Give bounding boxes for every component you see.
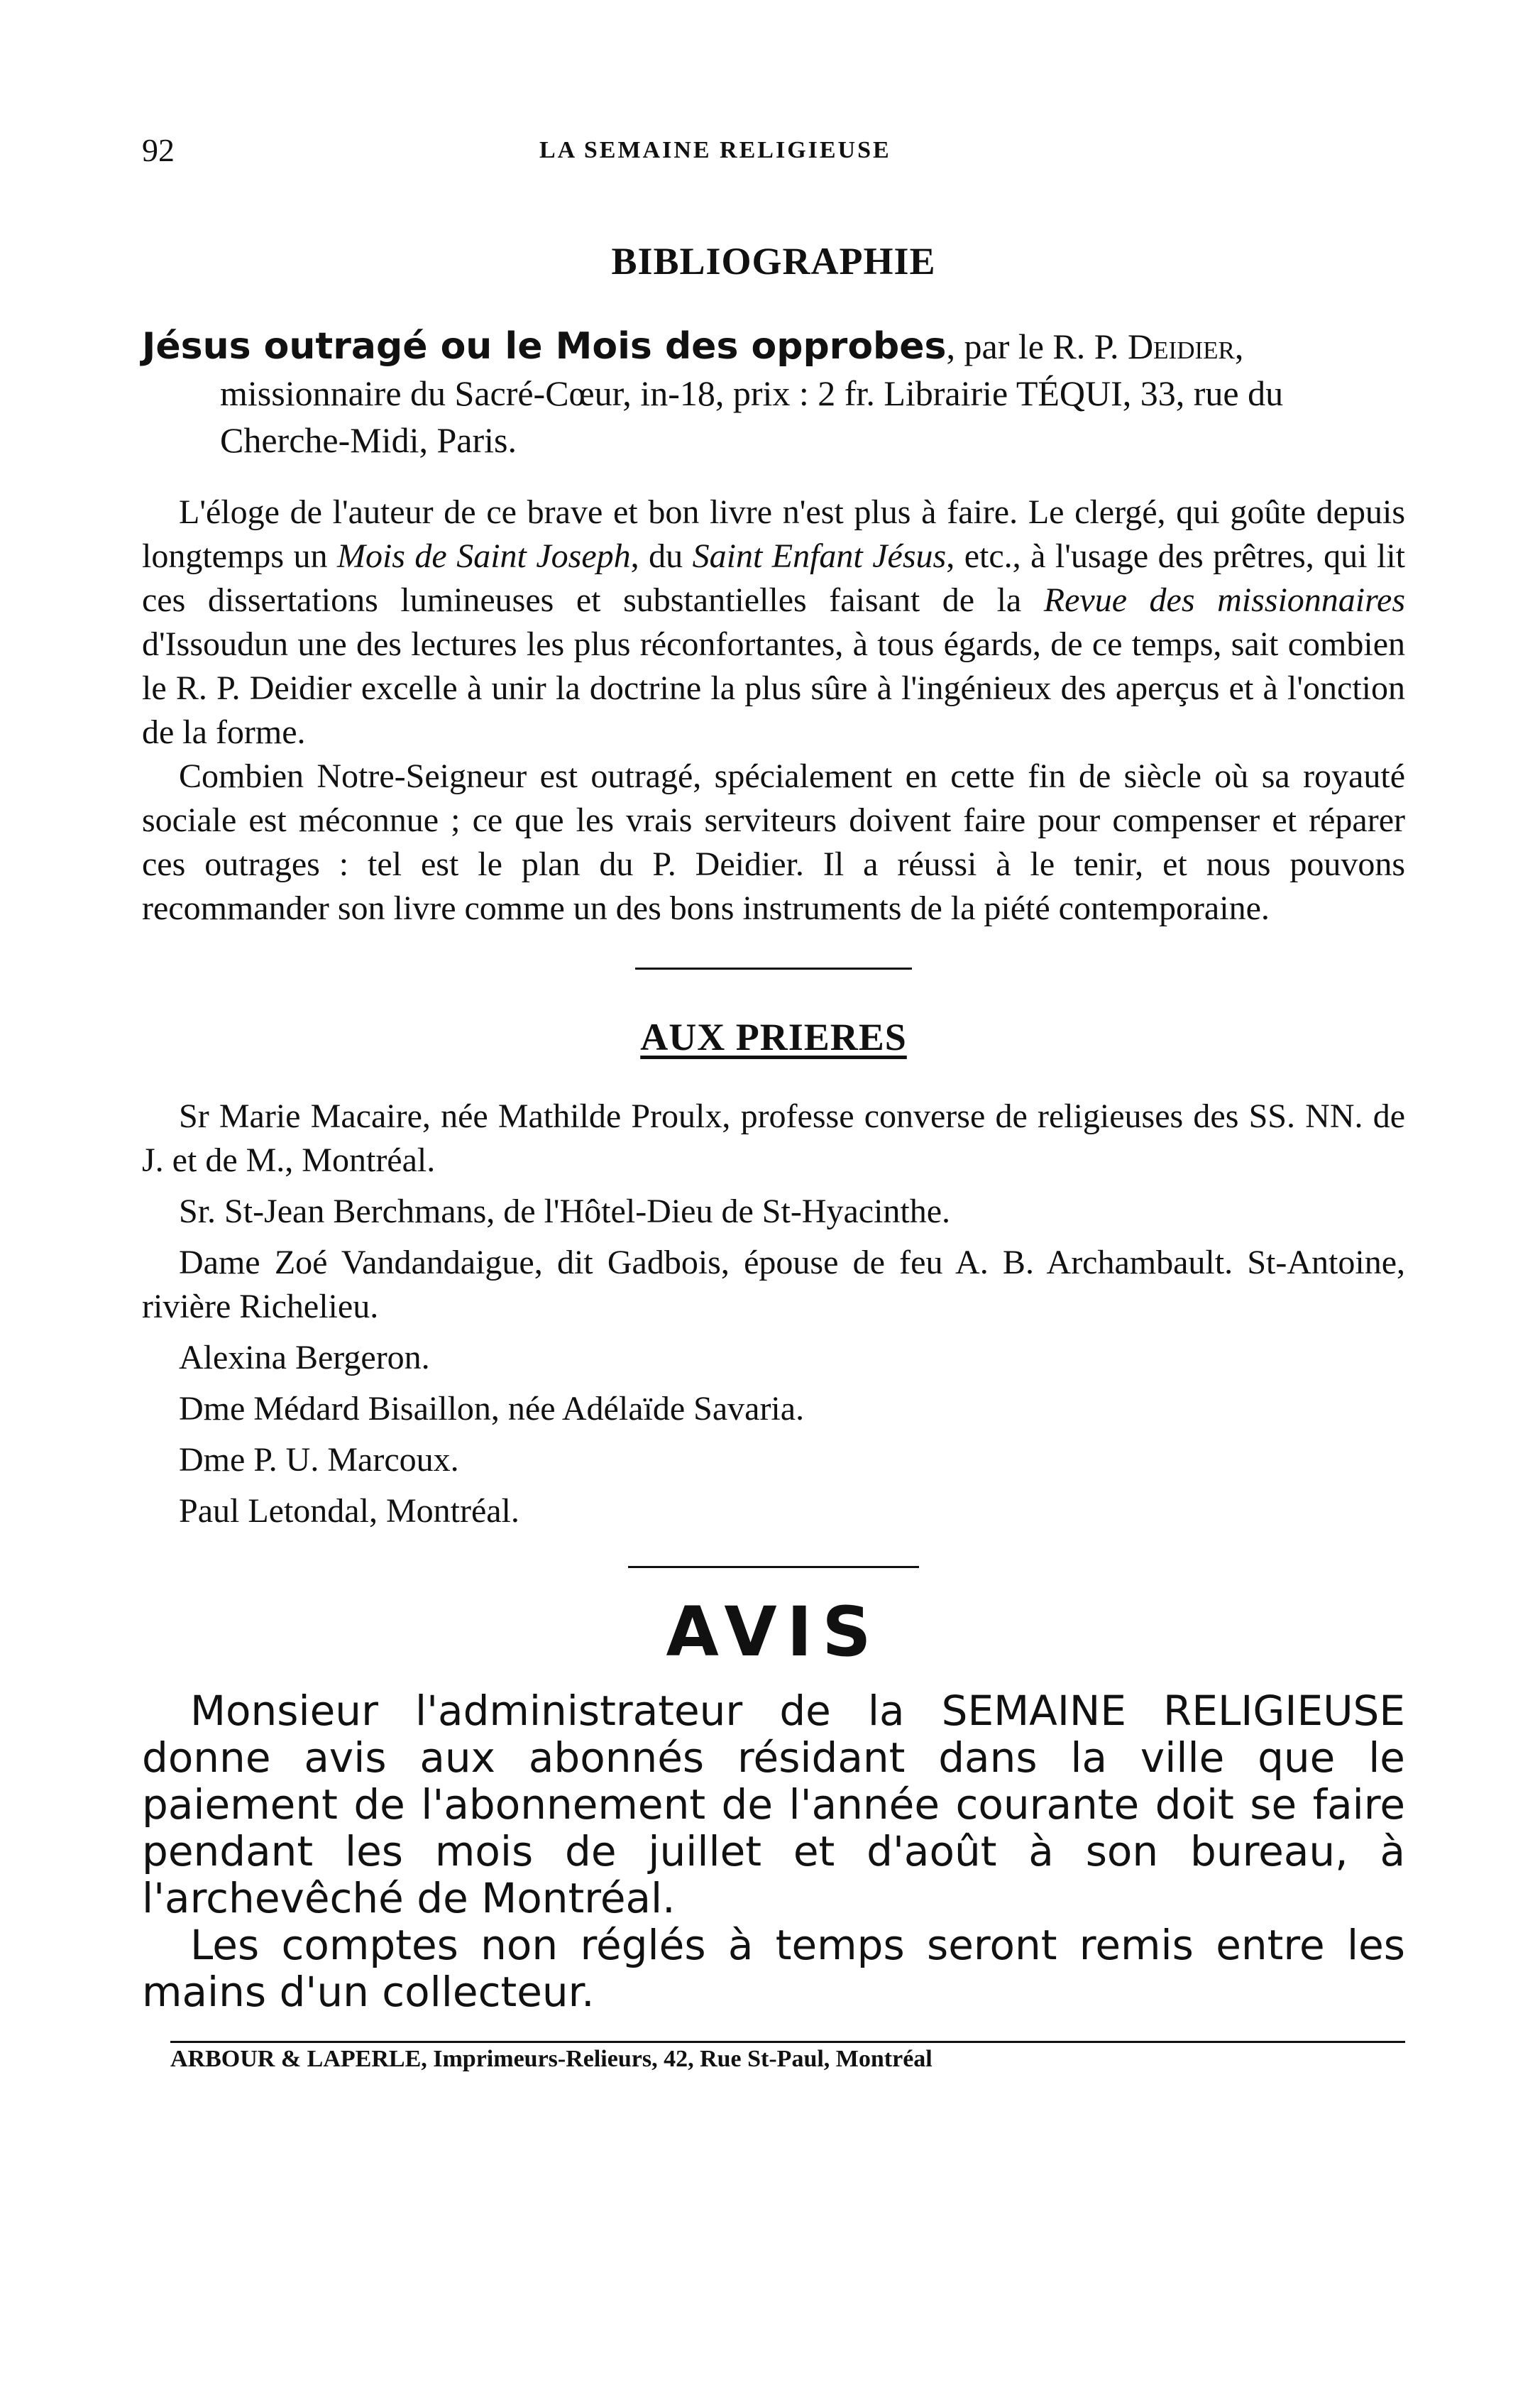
avis-journal-name: SEMAINE RELIGIEUSE (941, 1687, 1406, 1735)
prayer-list-item: Dame Zoé Vandandaigue, dit Gadbois, épouse de feu A. B. Archambault. St-Antoine, rivière Richelieu. (142, 1244, 1405, 1325)
section-divider (635, 968, 912, 970)
prayer-list-item: Dme P. U. Marcoux. (179, 1441, 459, 1479)
avis-paragraph-1 (142, 1687, 1405, 1922)
prayer-list-item: Paul Letondal, Montréal. (179, 1492, 519, 1530)
avis-paragraph-2: Les comptes non réglés à temps seront remis entre les mains d'un collecteur. (142, 1921, 1405, 2016)
review-text: L'éloge de l'auteur de ce brave et bon livre n'est plus à faire. Le clergé, qui goûte depuis longtemps un (142, 493, 1405, 575)
avis-heading: AVIS (666, 1592, 881, 1672)
review-text: , etc., à l'usage des prêtres, qui lit ces dissertations lumineuses et substantielles faisant de la (142, 537, 1406, 619)
prayer-list-item: Sr Marie Macaire, née Mathilde Proulx, professe converse de religieuses des SS. NN. de J. et de M., Montréal. (142, 1097, 1405, 1179)
prayer-list (142, 1095, 1405, 1533)
running-head (142, 131, 1405, 174)
book-author: Deidier (1128, 327, 1235, 366)
bibliographie-heading: BIBLIOGRAPHIE (611, 240, 936, 283)
prayer-list-item: Sr. St-Jean Berchmans, de l'Hôtel-Dieu de St-Hyacinthe. (179, 1193, 951, 1230)
review-italic-title: Saint Enfant Jésus (692, 537, 947, 575)
prayer-list-item: Dme Médard Bisaillon, née Adélaïde Savaria. (179, 1390, 805, 1428)
prayer-list-item: Alexina Bergeron. (179, 1339, 430, 1376)
avis-text: donne avis aux abonnés résidant dans la ville que le paiement de l'abonnement de l'année courante doit se faire pendant les mois de juillet et d'août à son bureau, à l'archevêché de Montréal. (142, 1733, 1405, 1922)
review-text: , du (630, 537, 693, 575)
review-text: d'Issoudun une des lectures les plus réconfortantes, à tous égards, de ce temps, sait combien le R. P. Deidier excelle à unir la doctrine la plus sûre à l'ingénieux des aperçus et à l'onction de la forme. (142, 625, 1405, 751)
book-details: , missionnaire du Sacré-Cœur, in-18, prix : 2 fr. Librairie TÉQUI, 33, rue du Cherche-Midi, Paris. (220, 327, 1284, 460)
review-paragraph-2: Combien Notre-Seigneur est outragé, spécialement en cette fin de siècle où sa royauté sociale est méconnue ; ce que les vrais serviteurs doivent faire pour compenser et réparer ces outrages : tel est le plan du P. Deidier. Il a réussi à le tenir, et nous pouvons recommander son livre comme un des bons instruments de la piété contemporaine. (142, 757, 1405, 927)
avis-text: Monsieur l'administrateur de la (190, 1687, 942, 1735)
book-author-prefix: , par le R. P. (946, 327, 1128, 366)
journal-title: LA SEMAINE RELIGIEUSE (539, 137, 891, 163)
page (142, 131, 1405, 2073)
book-title: Jésus outragé ou le Mois des opprobes (142, 325, 947, 368)
footer-divider (170, 2041, 1405, 2043)
printer-imprint: ARBOUR & LAPERLE, Imprimeurs-Relieurs, 42, Rue St-Paul, Montréal (170, 2046, 933, 2072)
review-italic-title: Mois de Saint Joseph (336, 537, 631, 575)
page-number: 92 (142, 132, 175, 168)
section-divider (628, 1566, 919, 1568)
review-paragraph-1 (142, 491, 1405, 755)
book-entry (142, 323, 1405, 464)
prieres-heading: AUX PRIERES (640, 1016, 907, 1058)
review-italic-title: Revue des missionnaires (1043, 581, 1406, 619)
